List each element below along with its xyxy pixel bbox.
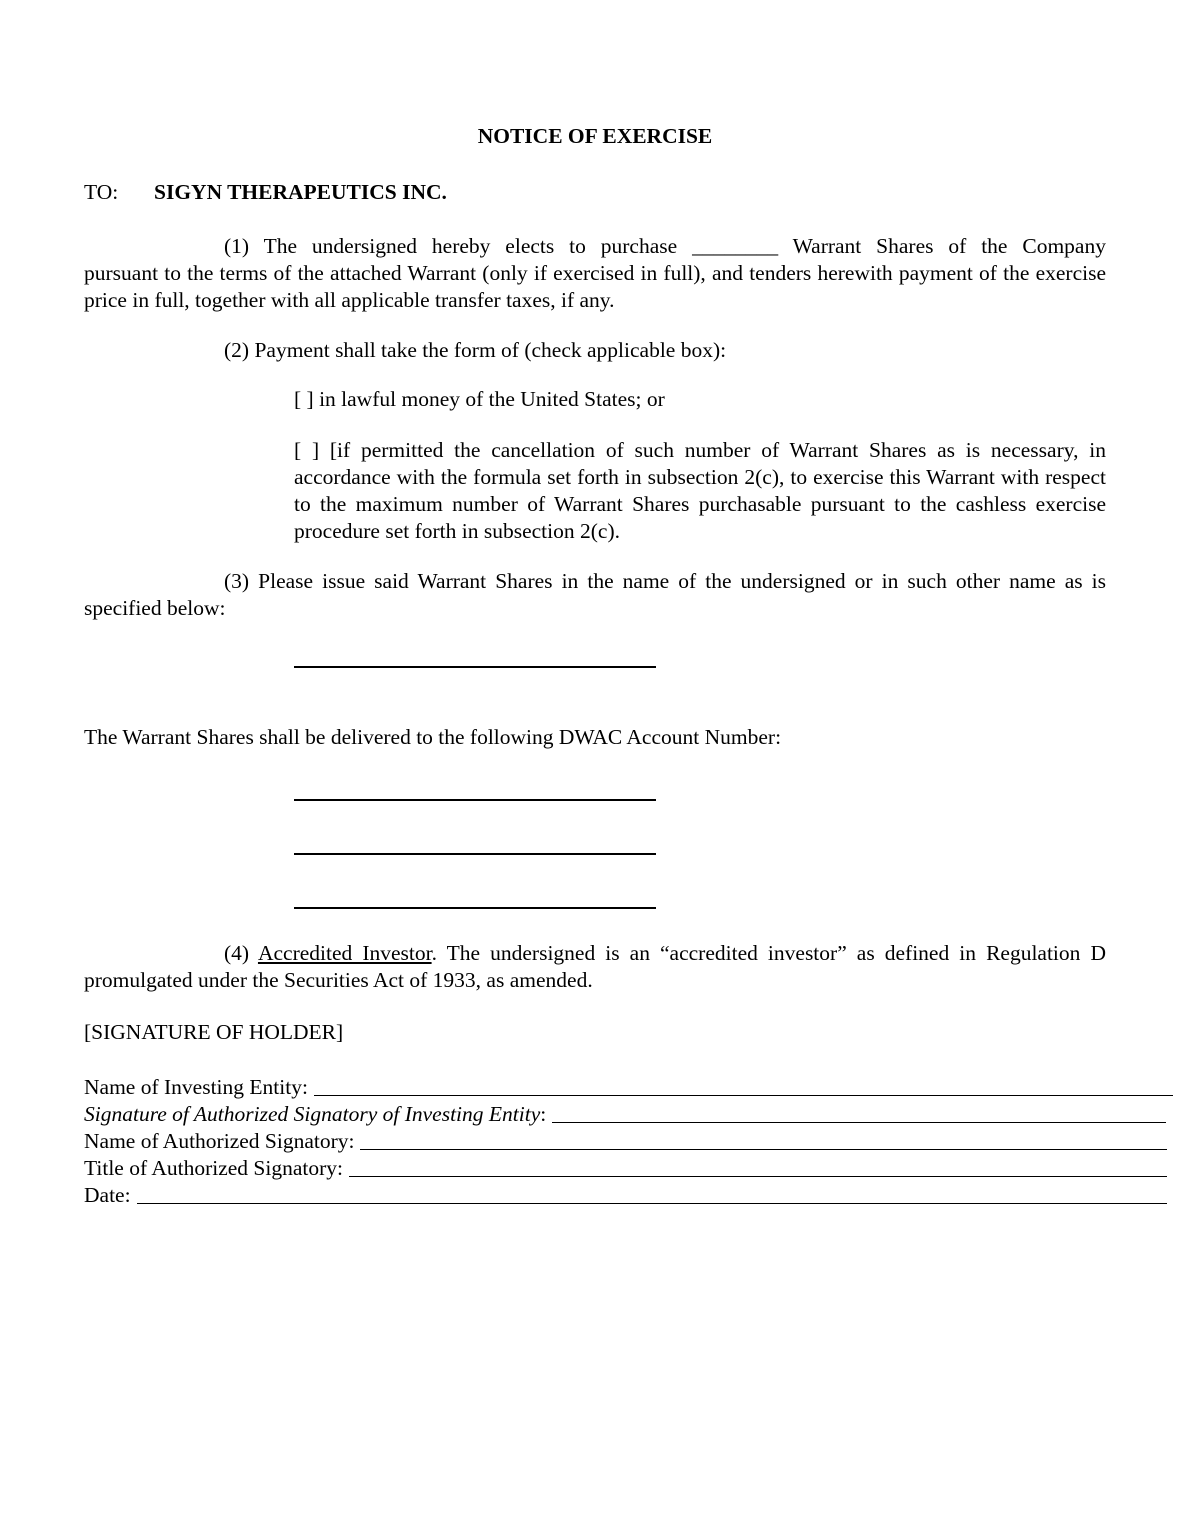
signature-label: [84, 1102, 546, 1127]
paragraph-3-text: Please issue said Warrant Shares in the name of the undersigned or in such other name as is specified below:: [84, 569, 1107, 620]
date-field[interactable]: [84, 1181, 1167, 1208]
paragraph-4: [84, 940, 1106, 994]
authorized-title-label: Title of Authorized Signatory:: [84, 1156, 343, 1180]
paragraph-4-text: . The undersigned is an “accredited investor” as defined in Regulation D promulgated under the Securities Act of 1933, as amended.: [84, 941, 1106, 992]
signature-label-colon: :: [540, 1102, 547, 1126]
paragraph-2-text: Payment shall take the form of (check applicable box):: [254, 338, 727, 362]
date-label: Date:: [84, 1183, 131, 1207]
investing-entity-line[interactable]: [314, 1095, 1173, 1096]
dwac-blank-line-3[interactable]: [294, 907, 656, 909]
signature-heading: [SIGNATURE OF HOLDER]: [84, 1020, 344, 1044]
paragraph-3-number: (3): [224, 569, 250, 593]
signature-label-italic: Signature of Authorized Signatory of Investing Entity: [84, 1102, 541, 1126]
dwac-blank-line-1[interactable]: [294, 799, 656, 801]
authorized-title-line[interactable]: [349, 1176, 1167, 1177]
paragraph-1-line1: The undersigned hereby elects to purchase ________ Warrant Shares of the Company: [263, 234, 1106, 258]
date-line[interactable]: [137, 1203, 1167, 1204]
dwac-instruction: The Warrant Shares shall be delivered to the following DWAC Account Number:: [84, 725, 782, 749]
investing-entity-label: Name of Investing Entity:: [84, 1075, 308, 1099]
accredited-investor-heading: Accredited Investor: [257, 941, 432, 965]
authorized-name-field[interactable]: [84, 1127, 1167, 1154]
authorized-name-line[interactable]: [360, 1149, 1167, 1150]
document-title: NOTICE OF EXERCISE: [477, 124, 713, 148]
paragraph-3: [84, 568, 1106, 622]
dwac-blank-line-2[interactable]: [294, 853, 656, 855]
authorized-name-label: Name of Authorized Signatory:: [84, 1129, 355, 1153]
signature-field[interactable]: [84, 1100, 1166, 1127]
paragraph-1-first-line: [84, 233, 1106, 260]
payment-option-cash[interactable]: [ ] in lawful money of the United States; or: [294, 387, 665, 411]
investing-entity-field[interactable]: [84, 1073, 1173, 1100]
to-company: SIGYN THERAPEUTICS INC.: [154, 180, 447, 204]
paragraph-2-number: (2): [224, 338, 250, 362]
paragraph-1: [84, 233, 1106, 314]
paragraph-1-number: (1): [224, 234, 250, 258]
payment-option-cashless[interactable]: [ ] [if permitted the cancellation of such number of Warrant Shares as is necessary, in accordance with the formula set forth in subsection 2(c), to exercise this Warrant with respect to the maximum number of Warrant Shares purchasable pursuant to the cashless exercise procedure set forth in subsection 2(c).: [294, 438, 1106, 543]
holder-name-blank-line[interactable]: [294, 666, 656, 668]
authorized-title-field[interactable]: [84, 1154, 1167, 1181]
signature-line[interactable]: [552, 1122, 1166, 1123]
paragraph-4-number: (4): [224, 941, 250, 965]
paragraph-2: [84, 337, 1106, 364]
paragraph-1-rest: pursuant to the terms of the attached Warrant (only if exercised in full), and tenders herewith payment of the exercise price in full, together with all applicable transfer taxes, if any.: [84, 261, 1106, 312]
to-label: TO:: [84, 180, 119, 204]
